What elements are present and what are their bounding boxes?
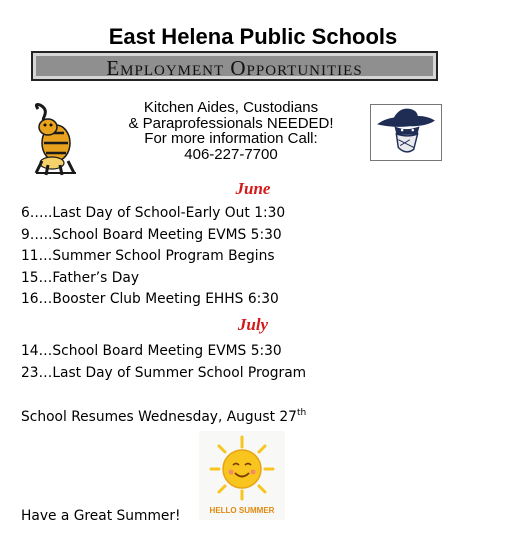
bandit-cowboy-icon bbox=[371, 105, 441, 160]
sun-caption: HELLO SUMMER bbox=[209, 506, 275, 515]
list-item: 23…Last Day of Summer School Program bbox=[21, 364, 307, 381]
school-resumes-note bbox=[21, 408, 306, 425]
tiger-mascot-icon bbox=[26, 103, 82, 178]
resumes-text: School Resumes Wednesday, August 27 bbox=[21, 409, 297, 425]
july-heading: July bbox=[237, 315, 269, 334]
phone-number: 406-227-7700 bbox=[184, 145, 278, 163]
info-line-3: For more information Call: bbox=[144, 130, 318, 147]
list-item: 16…Booster Club Meeting EHHS 6:30 bbox=[21, 291, 279, 308]
info-line-1: Kitchen Aides, Custodians bbox=[143, 99, 319, 116]
june-heading: June bbox=[235, 179, 271, 198]
hello-summer-image bbox=[199, 431, 285, 520]
closing-message: Have a Great Summer! bbox=[21, 508, 181, 524]
employment-banner bbox=[31, 51, 438, 81]
page-title: East Helena Public Schools bbox=[108, 24, 398, 49]
list-item: 14…School Board Meeting EVMS 5:30 bbox=[21, 343, 282, 359]
list-item: 11…Summer School Program Begins bbox=[21, 248, 275, 265]
list-item: 15…Father’s Day bbox=[21, 269, 139, 286]
list-item: 6…..Last Day of School-Early Out 1:30 bbox=[21, 205, 286, 221]
june-events-list bbox=[21, 203, 285, 311]
july-events-list bbox=[21, 341, 306, 384]
list-item: 9…..School Board Meeting EVMS 5:30 bbox=[21, 226, 282, 243]
bandit-logo-frame bbox=[370, 104, 442, 161]
resumes-suffix: th bbox=[296, 408, 307, 418]
job-info bbox=[100, 100, 362, 162]
smiling-sun-icon bbox=[199, 431, 285, 520]
info-line-2: & Paraprofessionals NEEDED! bbox=[128, 114, 334, 132]
banner-text: Employment Opportunities bbox=[106, 56, 363, 80]
